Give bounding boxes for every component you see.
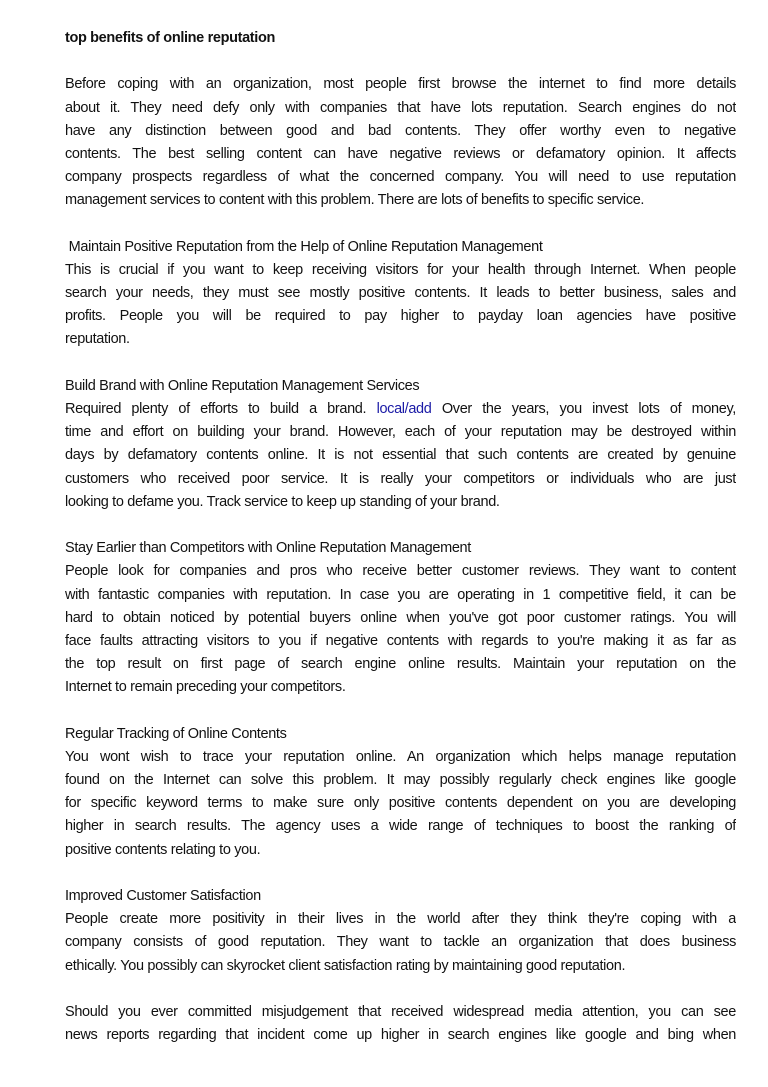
paragraph-line: Internet to remain preceding your competitors. <box>65 679 346 696</box>
spacer <box>65 352 736 375</box>
paragraph-line: reputation. <box>65 331 130 348</box>
section-regular-tracking <box>65 723 736 862</box>
paragraph-line: Should you ever committed misjudgement that received widespread media attention, you can see <box>65 1003 736 1020</box>
paragraph-line: higher in search results. The agency uses a wide range of techniques to boost the ranking of <box>65 818 736 835</box>
section-stay-earlier-than-competitors <box>65 537 736 699</box>
paragraph-line: the top result on first page of search engine online results. Maintain your reputation on the <box>65 656 736 673</box>
section-heading: Stay Earlier than Competitors with Online Reputation Management <box>65 540 471 557</box>
spacer <box>65 50 736 73</box>
paragraph-line: face faults attracting visitors to you if negative contents with regards to you're making it as far as <box>65 632 736 649</box>
local-add-link[interactable]: local/add <box>376 401 432 417</box>
paragraph-line: days by defamatory contents online. It is not essential that such contents are created by genuine <box>65 447 736 464</box>
paragraph-line: found on the Internet can solve this problem. It may possibly regularly check engines like google <box>65 772 736 788</box>
paragraph-line: company consists of good reputation. They want to tackle an organization that does business <box>65 934 736 951</box>
section-heading: Build Brand with Online Reputation Management Services <box>65 377 420 394</box>
paragraph-line: company prospects regardless of what the concerned company. You will need to use reputation <box>65 169 736 186</box>
paragraph-line: about it. They need defy only with companies that have lots reputation. Search engines do not <box>65 99 736 116</box>
paragraph-line: news reports regarding that incident come up higher in search engines like google and bing when <box>65 1027 736 1044</box>
spacer <box>65 978 736 1001</box>
line-text: Over the years, you invest lots of money, <box>441 401 736 417</box>
document-page <box>65 27 736 1047</box>
document-title: top benefits of online reputation <box>65 30 275 46</box>
paragraph-line: profits. People you will be required to pay higher to payday loan agencies have positive <box>65 308 736 325</box>
paragraph-line: search your needs, they must see mostly positive contents. It leads to better business, sales and <box>65 285 736 302</box>
paragraph-line: have any distinction between good and bad contents. They offer worthy even to negative <box>65 122 736 139</box>
paragraph-line: for specific keyword terms to make sure only positive contents dependent on you are developing <box>65 795 736 812</box>
spacer <box>65 862 736 885</box>
paragraph-line: This is crucial if you want to keep receiving visitors for your health through Internet. When people <box>65 261 736 278</box>
spacer <box>65 514 736 537</box>
paragraph-line: You wont wish to trace your reputation online. An organization which helps manage reputation <box>65 748 736 765</box>
paragraph-line: Before coping with an organization, most people first browse the internet to find more details <box>65 76 736 93</box>
paragraph-line: hard to obtain noticed by potential buyers online when you've got poor customer ratings. You will <box>65 609 736 626</box>
section-build-brand <box>65 375 736 514</box>
line-text: Required plenty of efforts to build a brand. <box>65 401 367 417</box>
section-heading: Improved Customer Satisfaction <box>65 887 261 904</box>
spacer <box>65 213 736 236</box>
paragraph-line: positive contents relating to you. <box>65 841 261 858</box>
section-improved-customer-satisfaction <box>65 885 736 978</box>
paragraph-line: looking to defame you. Track service to keep up standing of your brand. <box>65 493 500 510</box>
paragraph-line: ethically. You possibly can skyrocket client satisfaction rating by maintaining good reputation. <box>65 957 626 974</box>
paragraph-line: with fantastic companies with reputation. In case you are operating in 1 competitive field, it can be <box>65 586 736 603</box>
paragraph-line: management services to content with this problem. There are lots of benefits to specific service. <box>65 192 645 209</box>
section-maintain-positive-reputation <box>65 236 736 352</box>
intro-paragraph <box>65 73 736 212</box>
paragraph-line <box>65 398 736 421</box>
spacer <box>65 699 736 722</box>
paragraph-line: People look for companies and pros who receive better customer reviews. They want to content <box>65 563 736 580</box>
section-heading: Regular Tracking of Online Contents <box>65 725 287 742</box>
paragraph-line: customers who received poor service. It is really your competitors or individuals who are just <box>65 470 736 487</box>
paragraph-line: contents. The best selling content can have negative reviews or defamatory opinion. It affects <box>65 145 736 162</box>
section-heading: Maintain Positive Reputation from the Help of Online Reputation Management <box>65 238 543 255</box>
paragraph-line: time and effort on building your brand. However, each of your reputation may be destroyed within <box>65 424 736 441</box>
closing-paragraph <box>65 1001 736 1047</box>
paragraph-line: People create more positivity in their lives in the world after they think they're coping with a <box>65 911 736 928</box>
